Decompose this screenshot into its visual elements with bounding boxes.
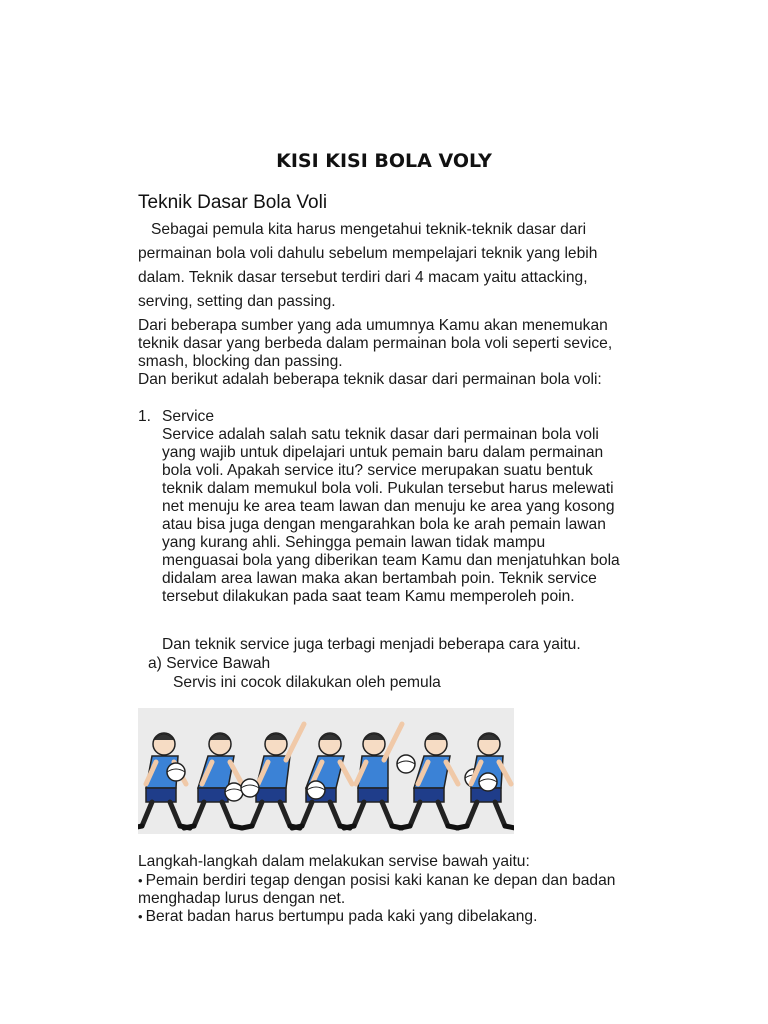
intro-line-4: serving, setting dan passing. bbox=[138, 293, 336, 310]
service-bawah-description: Servis ini cocok dilakukan oleh pemula bbox=[173, 674, 441, 691]
intro-line-3: dalam. Teknik dasar tersebut terdiri dari 4 macam yaitu attacking, bbox=[138, 269, 588, 286]
player-shorts bbox=[358, 788, 388, 802]
service-line-1: Service adalah salah satu teknik dasar dari permainan bola voli bbox=[162, 426, 599, 443]
service-line-8: menguasai bola yang diberikan team Kamu dan menjatuhkan bola bbox=[162, 552, 620, 569]
player-shoe bbox=[344, 826, 354, 828]
intro-line-1: Sebagai pemula kita harus mengetahui teknik-teknik dasar dari bbox=[151, 221, 587, 238]
volleyball-icon bbox=[167, 763, 185, 781]
list-item-title: Service bbox=[162, 408, 214, 425]
list-item bbox=[138, 908, 678, 926]
player-shoe bbox=[242, 826, 252, 828]
service-description bbox=[162, 426, 682, 606]
player-shoe bbox=[138, 826, 142, 828]
volleyball-icon bbox=[307, 781, 325, 799]
player-shorts bbox=[198, 788, 228, 802]
underhand-serve-illustration bbox=[138, 708, 514, 834]
service-bawah-label: a) Service Bawah bbox=[148, 655, 271, 672]
sources-line-3: smash, blocking dan passing. bbox=[138, 353, 343, 370]
volleyball-icon bbox=[225, 783, 243, 801]
player-shorts bbox=[146, 788, 176, 802]
service-line-6: atau bisa juga dengan mengarahkan bola ke arah pemain lawan bbox=[162, 516, 606, 533]
section-heading: Teknik Dasar Bola Voli bbox=[138, 192, 328, 213]
player-shorts bbox=[414, 788, 444, 802]
sources-line-4: Dan berikut adalah beberapa teknik dasar dari permainan bola voli: bbox=[138, 371, 602, 388]
bullet-icon: • bbox=[138, 873, 143, 888]
intro-paragraph bbox=[138, 218, 678, 314]
player-shoe bbox=[457, 826, 467, 828]
player-shorts bbox=[256, 788, 286, 802]
steps-list bbox=[138, 872, 678, 926]
bullet-icon: • bbox=[138, 909, 143, 924]
document-title: KISI KISI BOLA VOLY bbox=[276, 150, 492, 172]
service-line-3: bola voli. Apakah service itu? service merupakan suatu bentuk bbox=[162, 462, 593, 479]
volleyball-icon bbox=[241, 779, 259, 797]
serve-sequence-drawing bbox=[138, 708, 514, 834]
volleyball-icon bbox=[479, 773, 497, 791]
step-text-2: Berat badan harus bertumpu pada kaki yang dibelakang. bbox=[145, 908, 538, 925]
steps-title: Langkah-langkah dalam melakukan servise bawah yaitu: bbox=[138, 853, 530, 870]
volleyball-icon bbox=[397, 755, 415, 773]
player-shoe bbox=[292, 826, 302, 828]
sources-paragraph bbox=[138, 317, 698, 389]
service-line-9: didalam area lawan maka akan bertambah poin. Teknik service bbox=[162, 570, 597, 587]
player-shoe bbox=[505, 826, 514, 828]
sources-line-1: Dari beberapa sumber yang ada umumnya Kamu akan menemukan bbox=[138, 317, 608, 334]
service-types-intro: Dan teknik service juga terbagi menjadi beberapa cara yaitu. bbox=[162, 636, 581, 653]
service-line-7: yang kurang ahli. Sehingga pemain lawan tidak mampu bbox=[162, 534, 546, 551]
service-line-4: teknik dalam memukul bola voli. Pukulan tersebut harus melewati bbox=[162, 480, 614, 497]
step-text-1: Pemain berdiri tegap dengan posisi kaki kanan ke depan dan badan menghadap lurus dengan net. bbox=[138, 872, 616, 907]
service-line-2: yang wajib untuk dipelajari untuk pemain baru dalam permainan bbox=[162, 444, 604, 461]
service-line-10: tersebut dilakukan pada saat team Kamu memperoleh poin. bbox=[162, 588, 575, 605]
sources-line-2: teknik dasar yang berbeda dalam permainan bola voli seperti sevice, bbox=[138, 335, 613, 352]
service-line-5: net menuju ke area team lawan dan menuju ke area yang kosong bbox=[162, 498, 615, 515]
list-item-number: 1. bbox=[138, 408, 152, 425]
player-shoe bbox=[184, 826, 194, 828]
intro-line-2: permainan bola voli dahulu sebelum mempelajari teknik yang lebih bbox=[138, 245, 598, 262]
list-item bbox=[138, 872, 678, 908]
player-shoe bbox=[400, 826, 410, 828]
